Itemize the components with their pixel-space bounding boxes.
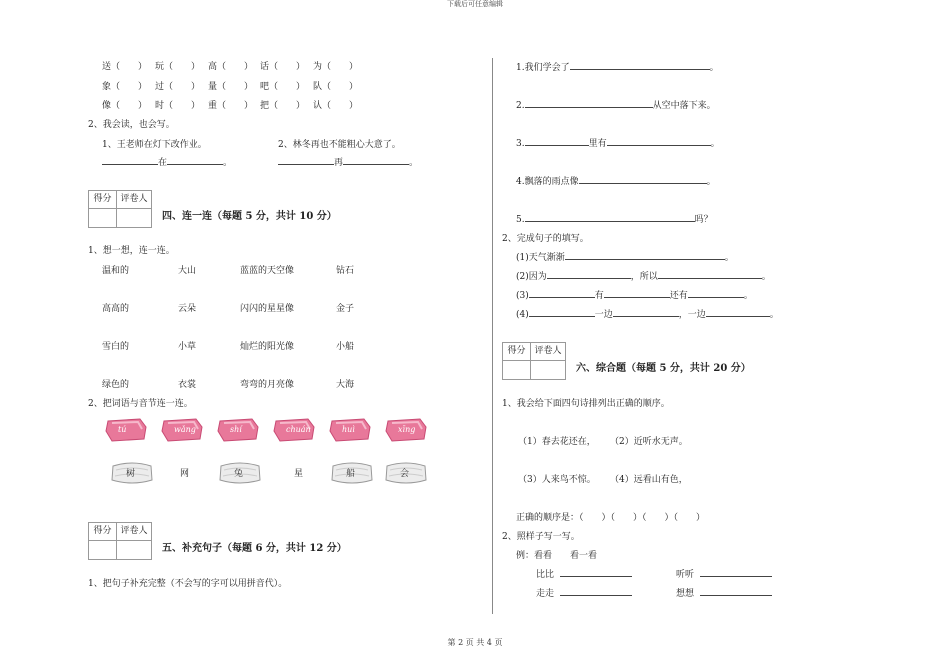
pinyin-text: huì (342, 425, 355, 434)
sentence-fill: (1)天气渐渐 。 (516, 250, 734, 263)
char-cell: 认（ ） (313, 101, 359, 111)
grader-label: 评卷人 (531, 343, 565, 361)
question-title: 2、我会读，也会写。 (88, 120, 175, 130)
char-cell: 重（ ） (208, 101, 254, 111)
match-item[interactable]: 弯弯的月亮像 (240, 380, 295, 390)
sentence-fill: 4.飘落的雨点像 。 (516, 174, 716, 187)
match-item[interactable]: 闪闪的星星像 (240, 304, 295, 314)
blank-field[interactable] (102, 155, 158, 165)
sentence: 2、林冬再也不能粗心大意了。 (278, 140, 401, 150)
question-title: 1、把句子补充完整（不会写的字可以用拼音代）。 (88, 579, 288, 589)
char-text: 树 (126, 469, 136, 479)
word-fill: 想想 (676, 586, 772, 599)
match-item[interactable]: 钻石 (336, 266, 355, 276)
score-label: 得分 (503, 343, 531, 361)
pinyin-tag[interactable] (328, 417, 372, 443)
sentence-fill: 3. 里有 。 (516, 136, 720, 149)
fill-line-row: 再 。 (278, 155, 418, 168)
pinyin-text: xīng (398, 425, 416, 434)
match-item[interactable]: 灿烂的阳光像 (240, 342, 295, 352)
char-cell: 象（ ） (102, 82, 148, 92)
match-item[interactable]: 高高的 (102, 304, 130, 314)
example-line: 例：看看 看一看 (516, 551, 598, 561)
pinyin-tag[interactable] (104, 417, 148, 443)
match-item[interactable]: 云朵 (178, 304, 197, 314)
blank-field[interactable] (607, 136, 711, 146)
char-text: 兔 (234, 469, 244, 479)
blank-field[interactable] (560, 567, 632, 577)
blank-field[interactable] (525, 98, 653, 108)
sentence-fill: 1.我们学会了 。 (516, 60, 719, 73)
word-fill: 比比 (536, 567, 632, 580)
char-cell: 吧（ ） (260, 82, 306, 92)
char-cell: 时（ ） (155, 101, 201, 111)
pinyin-tag[interactable] (384, 417, 428, 443)
match-item[interactable]: 大山 (178, 266, 197, 276)
blank-field[interactable] (706, 307, 770, 317)
question-title: 2、照样子写一写。 (502, 532, 580, 542)
poem-line: （1）春去花还在， (518, 437, 596, 447)
question-title: 1、想一想，连一连。 (88, 246, 175, 256)
blank-field[interactable] (604, 288, 670, 298)
blank-field[interactable] (560, 586, 632, 596)
pinyin-tag[interactable] (216, 417, 260, 443)
blank-field[interactable] (525, 212, 695, 222)
sentence-fill: 5. 吗？ (516, 212, 713, 225)
blank-field[interactable] (700, 586, 772, 596)
section-title: 四、连一连（每题 5 分，共计 10 分） (162, 211, 337, 222)
column-divider (492, 58, 493, 614)
pinyin-text: shí (230, 425, 242, 434)
sentence-fill: (4) 一边 ，一边 。 (516, 307, 779, 320)
grader-label: 评卷人 (117, 523, 151, 541)
char-cell: 为（ ） (313, 62, 359, 72)
word-fill: 走走 (536, 586, 632, 599)
pinyin-tag[interactable] (272, 417, 316, 443)
question-title: 2、把词语与音节连一连。 (88, 399, 193, 409)
pinyin-text: wǎng (174, 425, 196, 434)
char-text[interactable]: 星 (294, 469, 304, 479)
poem-line: （3）人来鸟不惊。 (518, 475, 596, 485)
char-pillow[interactable] (218, 458, 262, 488)
match-item[interactable]: 蓝蓝的天空像 (240, 266, 295, 276)
char-cell: 像（ ） (102, 101, 148, 111)
char-pillow[interactable] (330, 458, 374, 488)
char-pillow[interactable] (384, 458, 428, 488)
blank-field[interactable] (570, 60, 710, 70)
match-item[interactable]: 雪白的 (102, 342, 130, 352)
sentence: 1、王老师在灯下改作业。 (102, 140, 207, 150)
blank-field[interactable] (700, 567, 772, 577)
char-cell: 高（ ） (208, 62, 254, 72)
blank-field[interactable] (658, 269, 762, 279)
sentence-fill: (2)因为 ，所以 。 (516, 269, 771, 282)
poem-line: （4）远看山有色， (610, 475, 688, 485)
match-item[interactable]: 金子 (336, 304, 355, 314)
poem-line: （2）近听水无声。 (610, 437, 688, 447)
blank-field[interactable] (525, 136, 589, 146)
sentence-fill: 2. 从空中落下来。 (516, 98, 716, 111)
section-title: 五、补充句子（每题 6 分，共计 12 分） (162, 543, 347, 554)
score-box (88, 190, 152, 228)
score-box (88, 522, 152, 560)
match-item[interactable]: 温和的 (102, 266, 130, 276)
question-title: 1、我会给下面四句诗排列出正确的顺序。 (502, 399, 670, 409)
pinyin-text: tú (118, 425, 127, 434)
pinyin-text: chuán (286, 425, 311, 434)
blank-field[interactable] (167, 155, 223, 165)
blank-field[interactable] (529, 307, 595, 317)
char-text[interactable]: 网 (180, 469, 190, 479)
char-pillow[interactable] (110, 458, 154, 488)
blank-field[interactable] (565, 250, 725, 260)
page-number: 第 2 页 共 4 页 (447, 638, 503, 647)
char-cell: 把（ ） (260, 101, 306, 111)
blank-field[interactable] (547, 269, 631, 279)
match-item[interactable]: 小船 (336, 342, 355, 352)
section-title: 六、综合题（每题 5 分，共计 20 分） (576, 363, 751, 374)
char-cell: 量（ ） (208, 82, 254, 92)
pinyin-tag[interactable] (160, 417, 204, 443)
grader-label: 评卷人 (117, 191, 151, 209)
blank-field[interactable] (579, 174, 707, 184)
blank-field[interactable] (688, 288, 744, 298)
fill-line-row: 在 。 (102, 155, 232, 168)
sentence-fill: (3) 有 还有 。 (516, 288, 753, 301)
char-text: 会 (400, 469, 410, 479)
char-cell: 送（ ） (102, 62, 148, 72)
header-note: 下载后可任意编辑 (447, 0, 503, 8)
question-title: 2、完成句子的填写。 (502, 234, 589, 244)
blank-field[interactable] (278, 155, 334, 165)
char-text: 船 (346, 469, 356, 479)
order-answer: 正确的顺序是：（ ）（ ）（ ）（ ） (516, 513, 706, 523)
blank-field[interactable] (613, 307, 679, 317)
char-cell: 话（ ） (260, 62, 306, 72)
match-item[interactable]: 绿色的 (102, 380, 130, 390)
score-label: 得分 (89, 191, 117, 209)
match-item[interactable]: 小草 (178, 342, 197, 352)
match-item[interactable]: 衣裳 (178, 380, 197, 390)
blank-field[interactable] (343, 155, 409, 165)
score-box (502, 342, 566, 380)
char-cell: 玩（ ） (155, 62, 201, 72)
word-fill: 听听 (676, 567, 772, 580)
char-cell: 过（ ） (155, 82, 201, 92)
blank-field[interactable] (529, 288, 595, 298)
score-label: 得分 (89, 523, 117, 541)
match-item[interactable]: 大海 (336, 380, 355, 390)
char-cell: 队（ ） (313, 82, 359, 92)
